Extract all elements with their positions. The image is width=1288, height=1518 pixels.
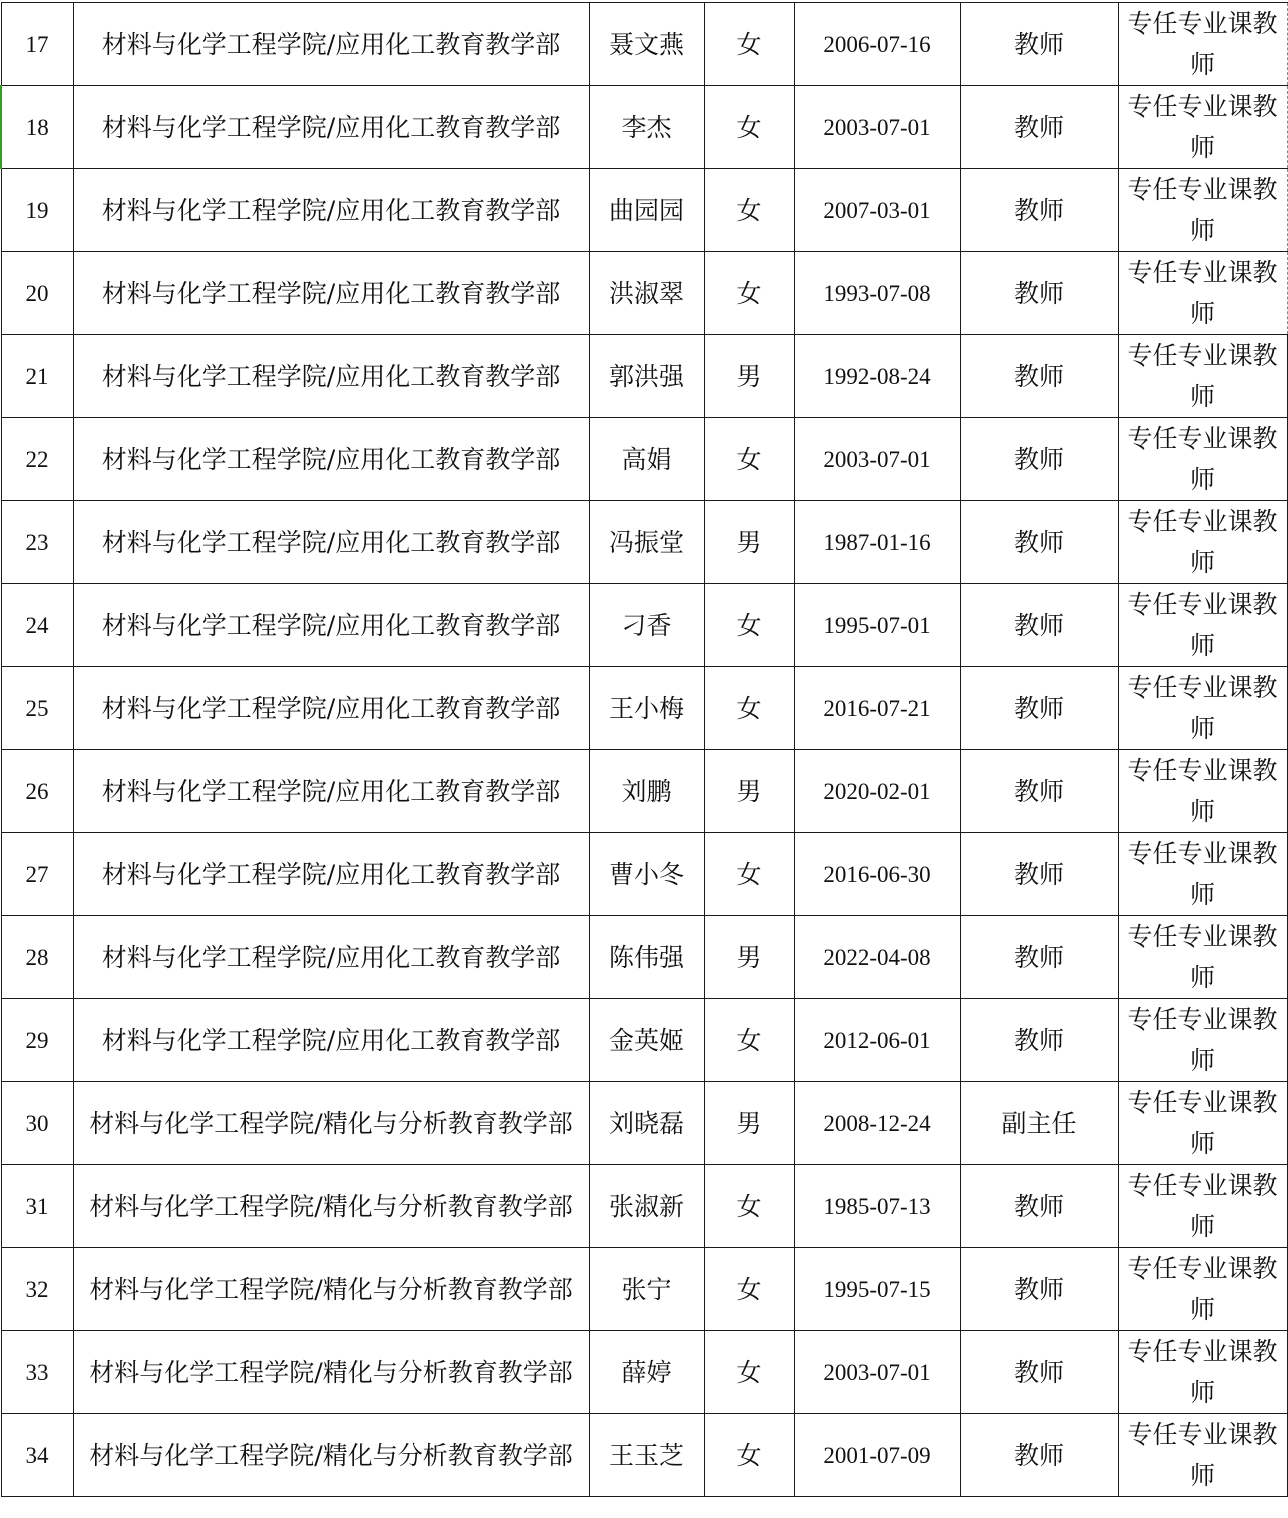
start-date-cell: 2012-06-01	[794, 999, 960, 1082]
row-number-cell: 20	[1, 252, 73, 335]
gender-cell: 男	[704, 335, 794, 418]
position-cell: 教师	[960, 335, 1118, 418]
position-cell: 教师	[960, 1414, 1118, 1497]
name-cell: 郭洪强	[589, 335, 704, 418]
table-row	[1, 916, 1287, 999]
table-row	[1, 584, 1287, 667]
table-row	[1, 1082, 1287, 1165]
name-cell: 刁香	[589, 584, 704, 667]
teacher-type-cell: 专任专业课教师	[1118, 999, 1287, 1082]
name-cell: 王玉芝	[589, 1414, 704, 1497]
gender-cell: 女	[704, 833, 794, 916]
row-number-cell: 26	[1, 750, 73, 833]
gender-cell: 男	[704, 501, 794, 584]
name-cell: 张淑新	[589, 1165, 704, 1248]
start-date-cell: 2008-12-24	[794, 1082, 960, 1165]
name-cell: 刘晓磊	[589, 1082, 704, 1165]
start-date-cell: 2003-07-01	[794, 86, 960, 169]
start-date-cell: 1993-07-08	[794, 252, 960, 335]
department-cell: 材料与化学工程学院/应用化工教育教学部	[73, 916, 589, 999]
row-number-cell: 24	[1, 584, 73, 667]
teacher-type-cell: 专任专业课教师	[1118, 1165, 1287, 1248]
gender-cell: 女	[704, 1331, 794, 1414]
table-row	[1, 418, 1287, 501]
row-number-cell: 28	[1, 916, 73, 999]
gender-cell: 女	[704, 584, 794, 667]
department-cell: 材料与化学工程学院/应用化工教育教学部	[73, 335, 589, 418]
table-row	[1, 833, 1287, 916]
position-cell: 教师	[960, 1331, 1118, 1414]
table-row	[1, 86, 1287, 169]
table-row	[1, 335, 1287, 418]
teacher-type-cell: 专任专业课教师	[1118, 418, 1287, 501]
department-cell: 材料与化学工程学院/精化与分析教育教学部	[73, 1165, 589, 1248]
row-number-cell: 23	[1, 501, 73, 584]
name-cell: 曹小冬	[589, 833, 704, 916]
staff-table-body	[1, 3, 1287, 1497]
teacher-type-cell: 专任专业课教师	[1118, 252, 1287, 335]
start-date-cell: 2003-07-01	[794, 418, 960, 501]
position-cell: 教师	[960, 1165, 1118, 1248]
name-cell: 张宁	[589, 1248, 704, 1331]
start-date-cell: 2016-07-21	[794, 667, 960, 750]
teacher-type-cell: 专任专业课教师	[1118, 916, 1287, 999]
row-number-cell: 19	[1, 169, 73, 252]
teacher-type-cell: 专任专业课教师	[1118, 86, 1287, 169]
teacher-type-cell: 专任专业课教师	[1118, 750, 1287, 833]
start-date-cell: 2003-07-01	[794, 1331, 960, 1414]
department-cell: 材料与化学工程学院/精化与分析教育教学部	[73, 1414, 589, 1497]
department-cell: 材料与化学工程学院/应用化工教育教学部	[73, 501, 589, 584]
row-number-cell: 25	[1, 667, 73, 750]
name-cell: 高娟	[589, 418, 704, 501]
row-number-cell: 22	[1, 418, 73, 501]
position-cell: 教师	[960, 501, 1118, 584]
start-date-cell: 1995-07-15	[794, 1248, 960, 1331]
row-number-cell: 17	[1, 3, 73, 86]
table-row	[1, 999, 1287, 1082]
staff-table	[0, 2, 1288, 1497]
gender-cell: 男	[704, 916, 794, 999]
table-row	[1, 3, 1287, 86]
position-cell: 教师	[960, 1248, 1118, 1331]
row-number-cell: 29	[1, 999, 73, 1082]
row-number-cell: 33	[1, 1331, 73, 1414]
gender-cell: 女	[704, 86, 794, 169]
start-date-cell: 1987-01-16	[794, 501, 960, 584]
department-cell: 材料与化学工程学院/应用化工教育教学部	[73, 3, 589, 86]
department-cell: 材料与化学工程学院/精化与分析教育教学部	[73, 1248, 589, 1331]
teacher-type-cell: 专任专业课教师	[1118, 1082, 1287, 1165]
teacher-type-cell: 专任专业课教师	[1118, 335, 1287, 418]
start-date-cell: 1995-07-01	[794, 584, 960, 667]
row-number-cell: 18	[1, 86, 73, 169]
table-row	[1, 1414, 1287, 1497]
table-row	[1, 667, 1287, 750]
name-cell: 李杰	[589, 86, 704, 169]
gender-cell: 男	[704, 1082, 794, 1165]
department-cell: 材料与化学工程学院/应用化工教育教学部	[73, 833, 589, 916]
start-date-cell: 1985-07-13	[794, 1165, 960, 1248]
gender-cell: 女	[704, 1165, 794, 1248]
department-cell: 材料与化学工程学院/应用化工教育教学部	[73, 86, 589, 169]
name-cell: 陈伟强	[589, 916, 704, 999]
table-row	[1, 501, 1287, 584]
position-cell: 教师	[960, 750, 1118, 833]
department-cell: 材料与化学工程学院/应用化工教育教学部	[73, 584, 589, 667]
start-date-cell: 2001-07-09	[794, 1414, 960, 1497]
name-cell: 刘鹏	[589, 750, 704, 833]
table-row	[1, 169, 1287, 252]
teacher-type-cell: 专任专业课教师	[1118, 833, 1287, 916]
gender-cell: 女	[704, 252, 794, 335]
department-cell: 材料与化学工程学院/应用化工教育教学部	[73, 169, 589, 252]
gender-cell: 女	[704, 418, 794, 501]
row-number-cell: 31	[1, 1165, 73, 1248]
teacher-type-cell: 专任专业课教师	[1118, 584, 1287, 667]
name-cell: 金英姬	[589, 999, 704, 1082]
position-cell: 教师	[960, 833, 1118, 916]
gender-cell: 女	[704, 1414, 794, 1497]
teacher-type-cell: 专任专业课教师	[1118, 1414, 1287, 1497]
row-number-cell: 27	[1, 833, 73, 916]
gender-cell: 女	[704, 667, 794, 750]
position-cell: 教师	[960, 3, 1118, 86]
position-cell: 教师	[960, 584, 1118, 667]
teacher-type-cell: 专任专业课教师	[1118, 501, 1287, 584]
start-date-cell: 2016-06-30	[794, 833, 960, 916]
teacher-type-cell: 专任专业课教师	[1118, 667, 1287, 750]
row-number-cell: 32	[1, 1248, 73, 1331]
position-cell: 教师	[960, 667, 1118, 750]
start-date-cell: 2007-03-01	[794, 169, 960, 252]
table-row	[1, 1248, 1287, 1331]
table-row	[1, 750, 1287, 833]
table-row	[1, 252, 1287, 335]
position-cell: 教师	[960, 169, 1118, 252]
start-date-cell: 2006-07-16	[794, 3, 960, 86]
position-cell: 副主任	[960, 1082, 1118, 1165]
teacher-type-cell: 专任专业课教师	[1118, 3, 1287, 86]
teacher-type-cell: 专任专业课教师	[1118, 1248, 1287, 1331]
position-cell: 教师	[960, 252, 1118, 335]
row-number-cell: 30	[1, 1082, 73, 1165]
teacher-type-cell: 专任专业课教师	[1118, 1331, 1287, 1414]
position-cell: 教师	[960, 999, 1118, 1082]
row-number-cell: 34	[1, 1414, 73, 1497]
department-cell: 材料与化学工程学院/应用化工教育教学部	[73, 999, 589, 1082]
name-cell: 冯振堂	[589, 501, 704, 584]
teacher-type-cell: 专任专业课教师	[1118, 169, 1287, 252]
position-cell: 教师	[960, 916, 1118, 999]
name-cell: 曲园园	[589, 169, 704, 252]
start-date-cell: 2022-04-08	[794, 916, 960, 999]
name-cell: 聂文燕	[589, 3, 704, 86]
name-cell: 薛婷	[589, 1331, 704, 1414]
department-cell: 材料与化学工程学院/应用化工教育教学部	[73, 252, 589, 335]
gender-cell: 女	[704, 1248, 794, 1331]
table-row	[1, 1331, 1287, 1414]
name-cell: 王小梅	[589, 667, 704, 750]
department-cell: 材料与化学工程学院/应用化工教育教学部	[73, 418, 589, 501]
position-cell: 教师	[960, 418, 1118, 501]
department-cell: 材料与化学工程学院/精化与分析教育教学部	[73, 1331, 589, 1414]
gender-cell: 女	[704, 3, 794, 86]
department-cell: 材料与化学工程学院/应用化工教育教学部	[73, 667, 589, 750]
gender-cell: 男	[704, 750, 794, 833]
department-cell: 材料与化学工程学院/应用化工教育教学部	[73, 750, 589, 833]
department-cell: 材料与化学工程学院/精化与分析教育教学部	[73, 1082, 589, 1165]
start-date-cell: 2020-02-01	[794, 750, 960, 833]
name-cell: 洪淑翠	[589, 252, 704, 335]
gender-cell: 女	[704, 169, 794, 252]
gender-cell: 女	[704, 999, 794, 1082]
start-date-cell: 1992-08-24	[794, 335, 960, 418]
position-cell: 教师	[960, 86, 1118, 169]
row-number-cell: 21	[1, 335, 73, 418]
table-row	[1, 1165, 1287, 1248]
